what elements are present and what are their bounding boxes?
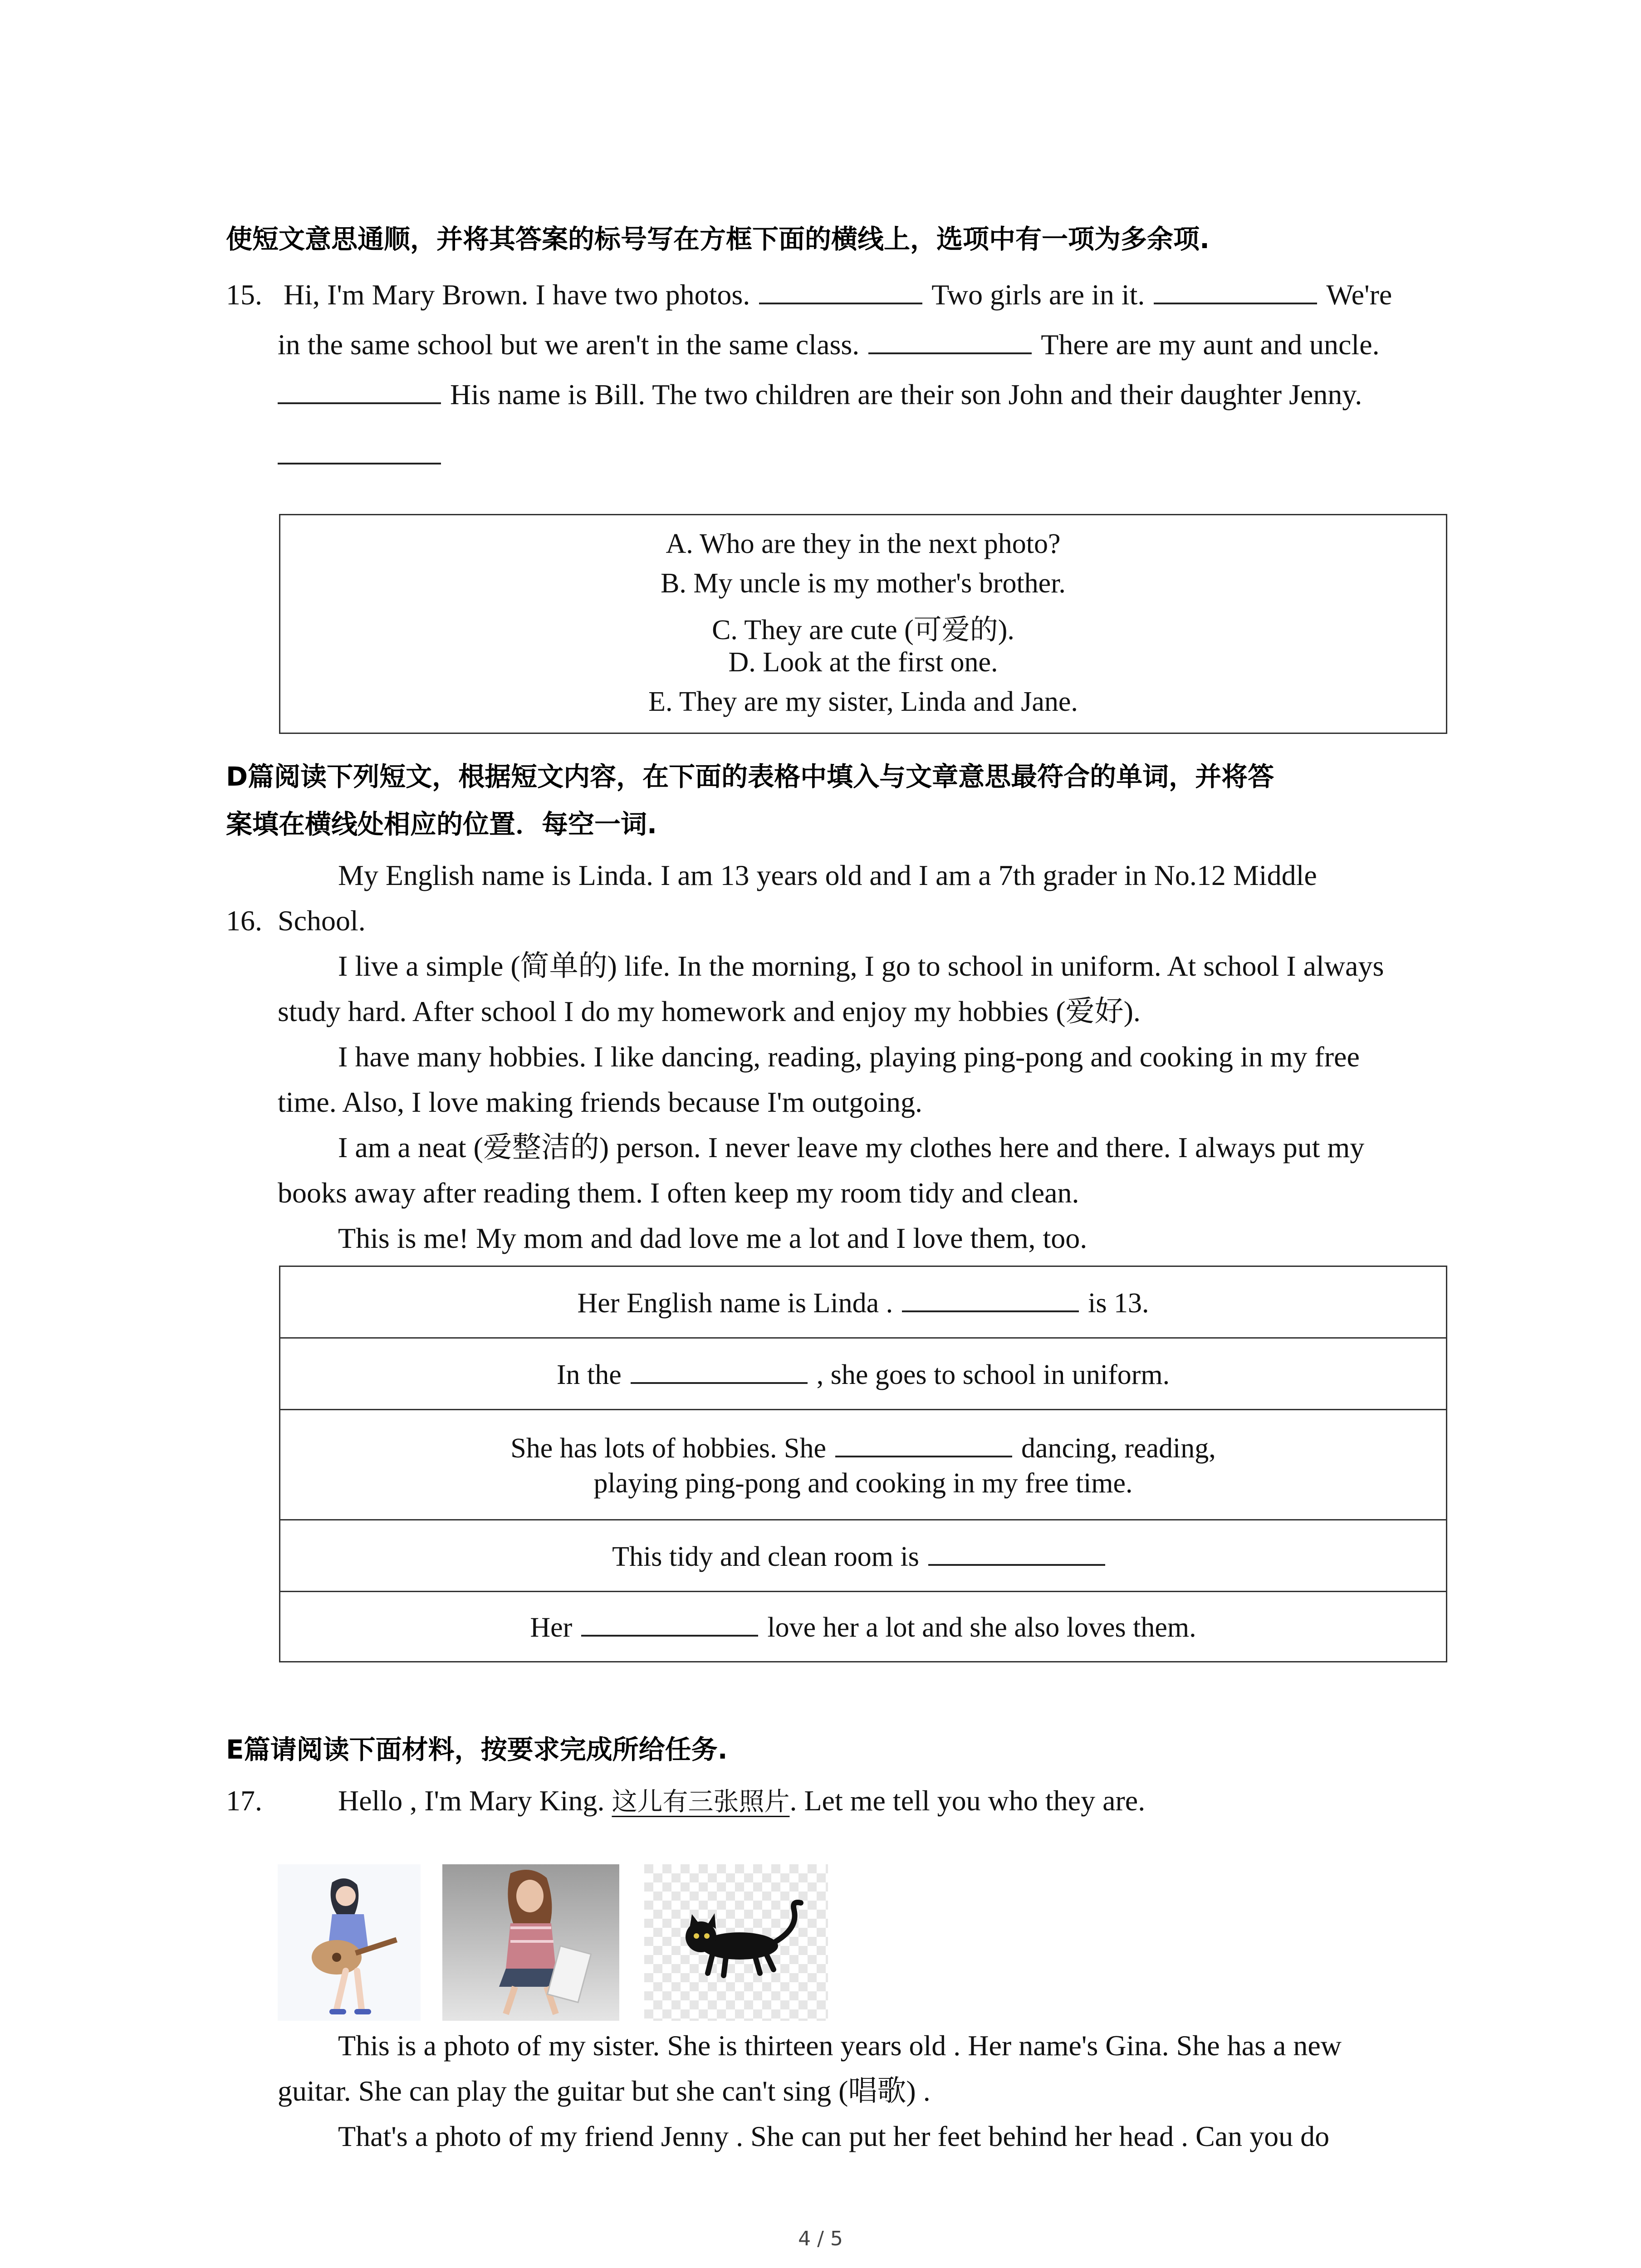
passage-line: My English name is Linda. I am 13 years old and I am a 7th grader in No.12 Middle bbox=[338, 859, 1317, 891]
passage-line: books away after reading them. I often keep my room tidy and clean. bbox=[278, 1177, 1079, 1209]
passage-text: Hello , I'm Mary King. bbox=[338, 1784, 605, 1817]
answer-blank[interactable] bbox=[278, 377, 441, 404]
option-b: B. My uncle is my mother's brother. bbox=[661, 568, 1066, 599]
section-d-instruction: D篇阅读下列短文，根据短文内容，在下面的表格中填入与文章意思最符合的单词，并将答 bbox=[226, 761, 1274, 792]
passage-text: Hi, I'm Mary Brown. I have two photos. bbox=[284, 279, 750, 311]
section-c-instruction: 使短文意思通顺，并将其答案的标号写在方框下面的横线上，选项中有一项为多余项. bbox=[226, 224, 1210, 254]
passage-line bbox=[338, 1778, 1145, 1825]
option-e: E. They are my sister, Linda and Jane. bbox=[648, 686, 1078, 717]
table-row bbox=[280, 1410, 1446, 1520]
table-row bbox=[280, 1267, 1446, 1339]
passage-line bbox=[284, 272, 1392, 318]
answer-blank[interactable] bbox=[581, 1609, 758, 1637]
passage-text: We're bbox=[1326, 279, 1392, 311]
table-row bbox=[280, 1339, 1446, 1410]
answer-blank[interactable] bbox=[278, 463, 441, 464]
answer-blank[interactable] bbox=[1154, 277, 1317, 304]
fill-in-table bbox=[279, 1266, 1447, 1662]
passage-line: I have many hobbies. I like dancing, reading, playing ping-pong and cooking in my free bbox=[338, 1041, 1360, 1073]
passage-line: I am a neat (爱整洁的) person. I never leave my clothes here and there. I always put my bbox=[338, 1131, 1365, 1163]
passage-text: in the same school but we aren't in the same class. bbox=[278, 328, 860, 361]
answer-blank[interactable] bbox=[868, 327, 1032, 354]
answer-blank[interactable] bbox=[631, 1357, 808, 1384]
table-text: She has lots of hobbies. She bbox=[510, 1432, 827, 1464]
table-row bbox=[280, 1520, 1446, 1592]
passage-line: This is me! My mom and dad love me a lot and I love them, too. bbox=[338, 1222, 1087, 1254]
passage-line: time. Also, I love making friends because I'm outgoing. bbox=[278, 1086, 923, 1118]
answer-blank[interactable] bbox=[928, 1539, 1105, 1566]
passage-line: School. bbox=[278, 904, 366, 937]
table-text: love her a lot and she also loves them. bbox=[767, 1612, 1196, 1643]
option-a: A. Who are they in the next photo? bbox=[666, 528, 1061, 559]
table-text: , she goes to school in uniform. bbox=[816, 1359, 1170, 1390]
underlined-phrase: 这儿有三张照片 bbox=[612, 1787, 790, 1817]
passage-line: study hard. After school I do my homework and enjoy my hobbies (爱好). bbox=[278, 995, 1141, 1027]
passage-text: There are my aunt and uncle. bbox=[1041, 328, 1380, 361]
answer-blank[interactable] bbox=[902, 1285, 1079, 1312]
jumping-girl-photo bbox=[442, 1864, 619, 2021]
passage-text: His name is Bill. The two children are their son John and their daughter Jenny. bbox=[450, 378, 1362, 411]
table-text: dancing, reading, bbox=[1021, 1432, 1216, 1464]
passage-line: I live a simple (简单的) life. In the morning, I go to school in uniform. At school I always bbox=[338, 950, 1384, 982]
section-e-instruction: E篇请阅读下面材料，按要求完成所给任务. bbox=[226, 1734, 728, 1765]
question-number: 17. bbox=[226, 1784, 262, 1817]
answer-blank[interactable] bbox=[835, 1430, 1012, 1457]
page-number: 4 / 5 bbox=[798, 2227, 843, 2250]
table-text: playing ping-pong and cooking in my free time. bbox=[593, 1467, 1133, 1499]
table-text: This tidy and clean room is bbox=[612, 1541, 919, 1572]
table-text: In the bbox=[556, 1359, 622, 1390]
passage-line bbox=[278, 372, 1362, 417]
passage-line: This is a photo of my sister. She is thirteen years old . Her name's Gina. She has a new bbox=[338, 2029, 1342, 2062]
options-box bbox=[279, 514, 1447, 734]
option-c: C. They are cute (可爱的). bbox=[712, 615, 1014, 645]
question-number: 15. bbox=[226, 279, 262, 311]
table-text: Her bbox=[530, 1612, 573, 1643]
passage-line: That's a photo of my friend Jenny . She can put her feet behind her head . Can you do bbox=[338, 2120, 1330, 2152]
black-cat-image bbox=[644, 1864, 828, 2021]
passage-text: Two girls are in it. bbox=[931, 279, 1145, 311]
girl-guitar-illustration bbox=[278, 1864, 421, 2021]
option-d: D. Look at the first one. bbox=[728, 647, 998, 678]
answer-blank[interactable] bbox=[759, 277, 922, 304]
passage-line: guitar. She can play the guitar but she can't sing (唱歌) . bbox=[278, 2075, 931, 2107]
table-text: Her English name is Linda . bbox=[577, 1287, 893, 1319]
table-row bbox=[280, 1592, 1446, 1661]
passage-text: . Let me tell you who they are. bbox=[789, 1784, 1146, 1817]
question-number: 16. bbox=[226, 904, 262, 937]
passage-line bbox=[278, 322, 1380, 367]
section-d-instruction: 案填在横线处相应的位置．每空一词. bbox=[226, 809, 657, 840]
table-text: is 13. bbox=[1088, 1287, 1149, 1319]
